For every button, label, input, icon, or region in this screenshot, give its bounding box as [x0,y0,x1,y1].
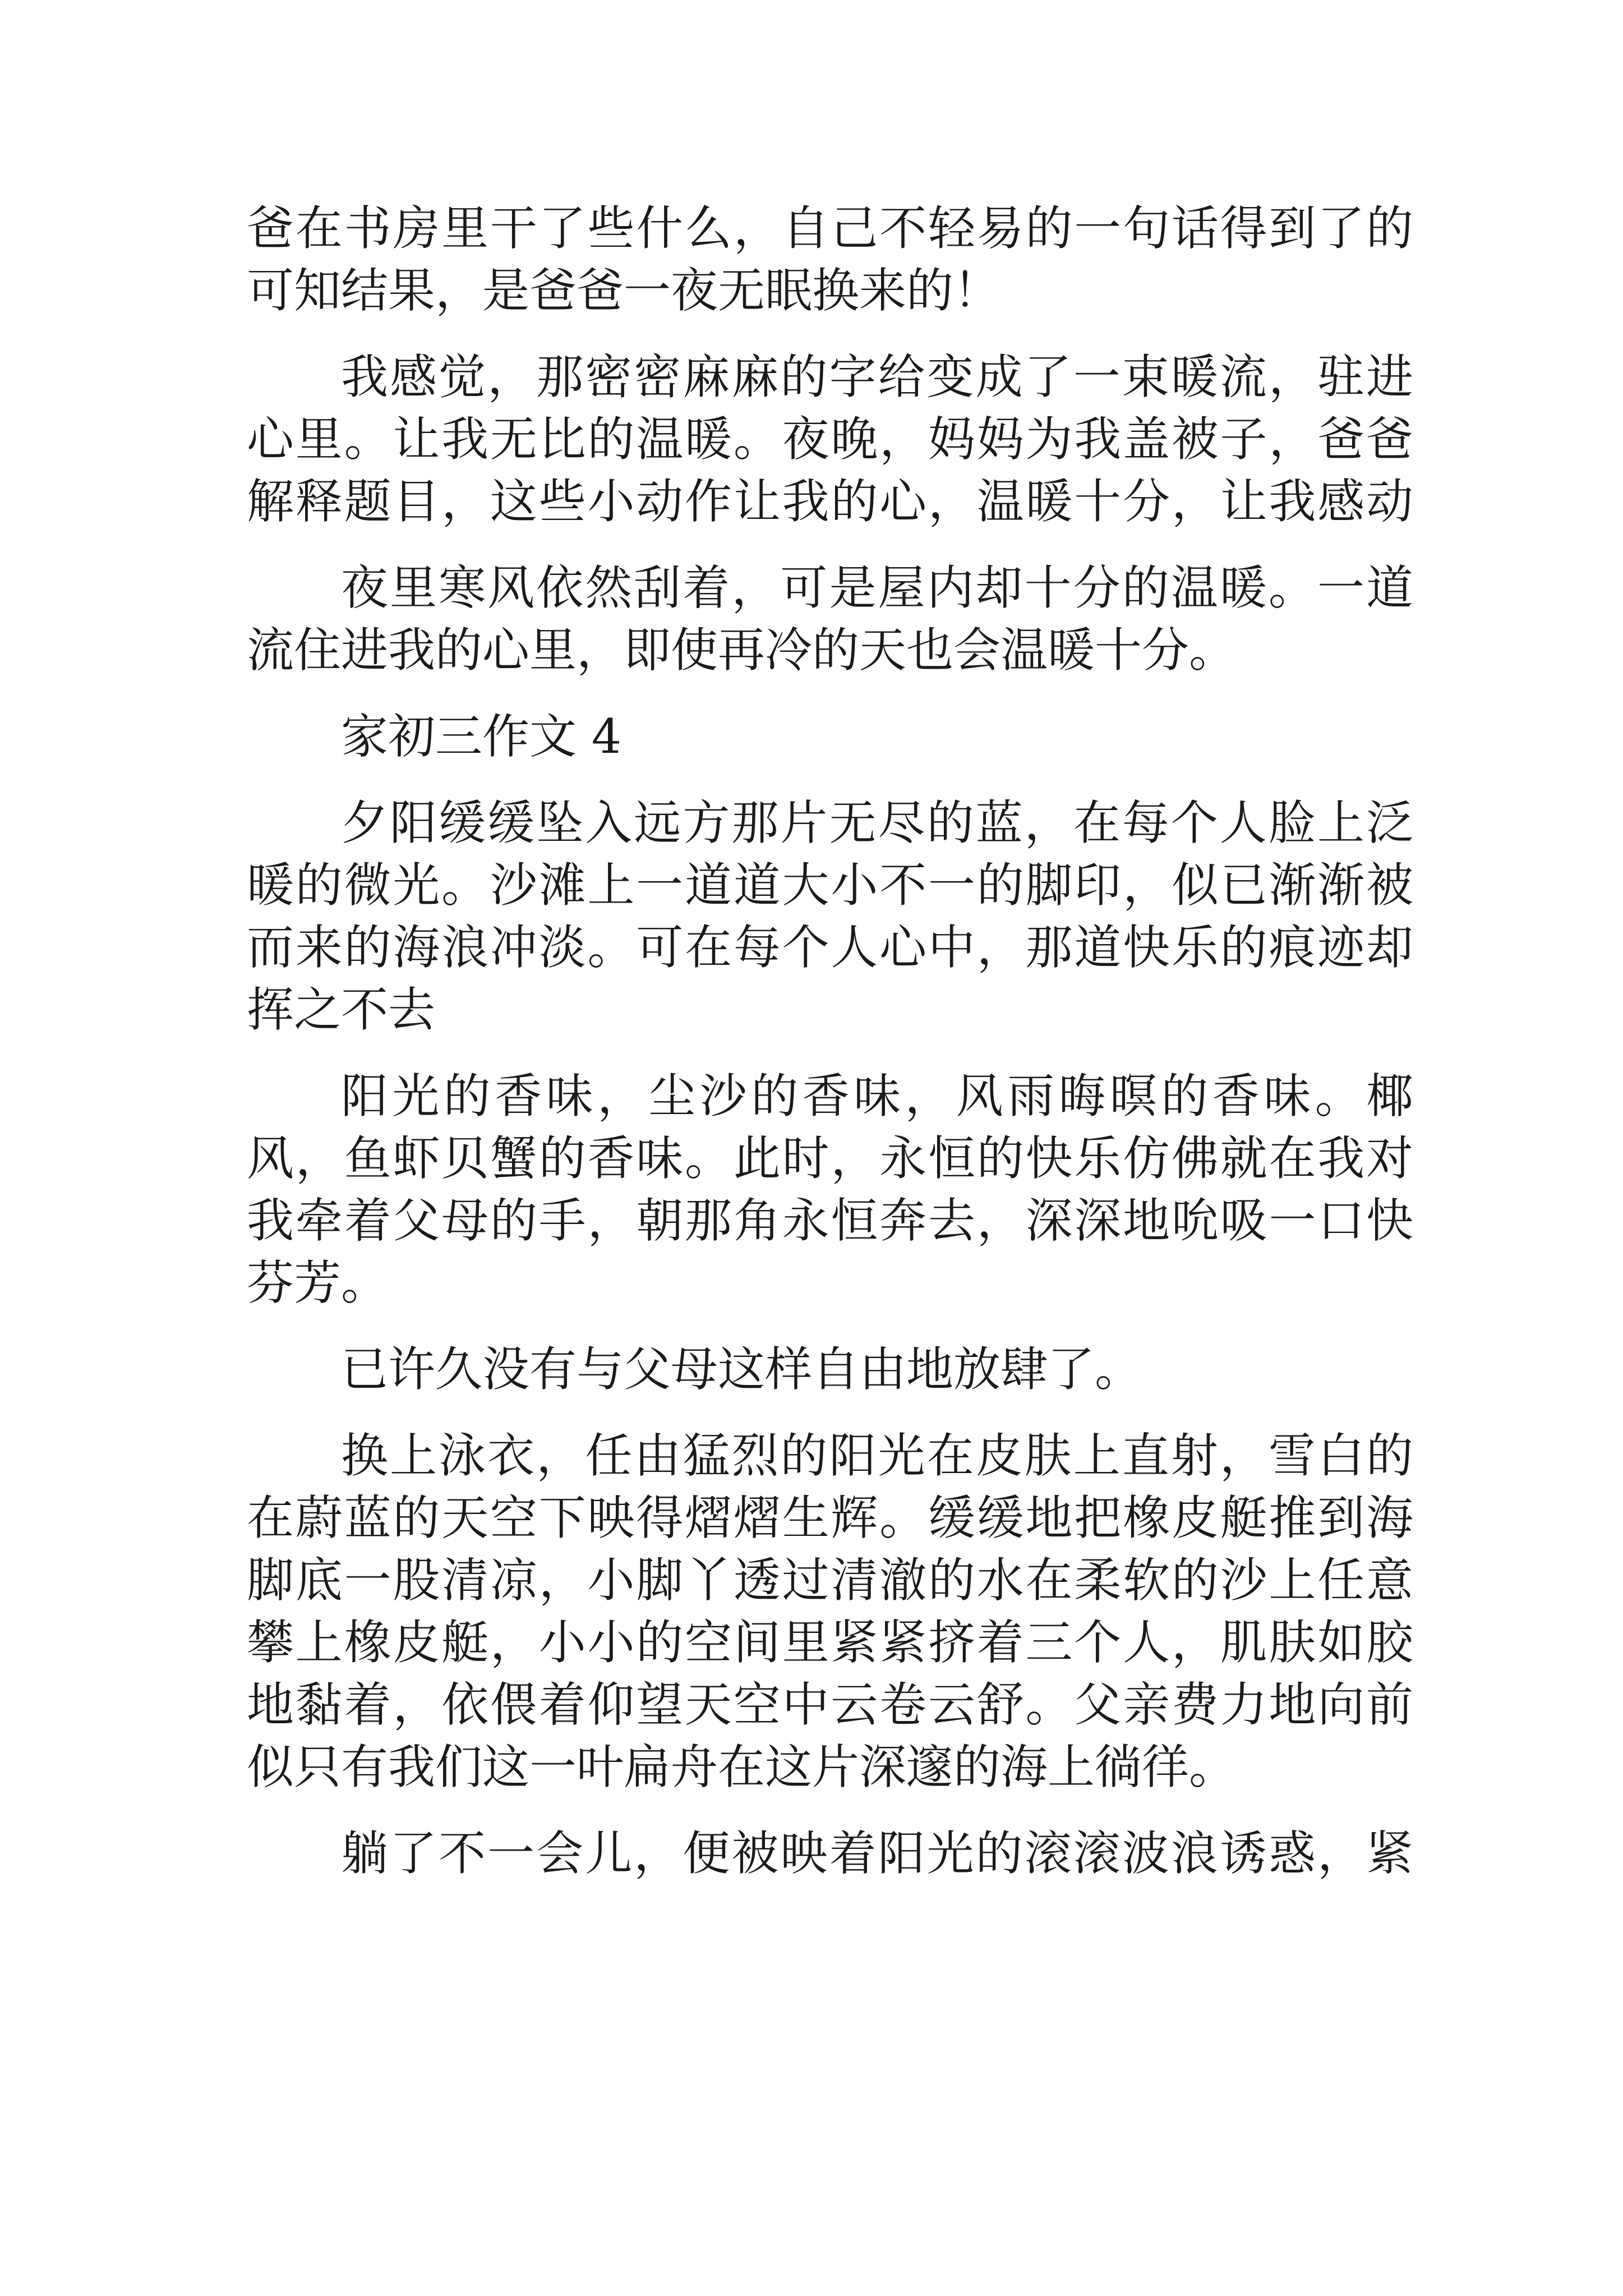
text-line: 风，鱼虾贝蟹的香味。此时，永恒的快乐仿佛就在我对 [247,1131,1413,1186]
text-line: 脚底一股清凉，小脚丫透过清澈的水在柔软的沙上任意 [247,1553,1413,1608]
text-line: 暖的微光。沙滩上一道道大小不一的脚印，似已渐渐被 [247,858,1413,913]
paragraph-first-line: 夕阳缓缓坠入远方那片无尽的蓝，在每个人脸上泛 [341,795,1413,850]
text-line: 心里。让我无比的温暖。夜晚，妈妈为我盖被子，爸爸 [247,412,1413,467]
paragraph-first-line: 躺了不一会儿，便被映着阳光的滚滚波浪诱惑，紧 [341,1826,1413,1881]
paragraph-first-line: 已许久没有与父母这样自由地放肆了。 [341,1342,1142,1397]
text-line: 而来的海浪冲淡。可在每个人心中，那道快乐的痕迹却 [247,920,1413,975]
text-line: 我牵着父母的手，朝那角永恒奔去，深深地吮吸一口快 [247,1193,1413,1248]
text-line: 似只有我们这一叶扁舟在这片深邃的海上徜徉。 [247,1740,1237,1795]
section-heading: 家初三作文 4 [341,709,622,764]
paragraph-first-line: 我感觉，那密密麻麻的字给变成了一束暖流，驻进 [341,349,1413,404]
essay-body [247,199,1413,1887]
paragraph-first-line: 夜里寒风依然刮着，可是屋内却十分的温暖。一道 [341,560,1413,615]
text-line: 在蔚蓝的天空下映得熠熠生辉。缓缓地把橡皮艇推到海 [247,1490,1413,1545]
paragraph-first-line: 阳光的香味，尘沙的香味，风雨晦暝的香味。椰 [341,1069,1413,1124]
text-line: 爸在书房里干了些什么，自己不轻易的一句话得到了的 [247,201,1413,256]
text-line: 攀上橡皮艇，小小的空间里紧紧挤着三个人，肌肤如胶 [247,1615,1413,1670]
text-line: 挥之不去 [247,982,436,1037]
text-line: 地黏着，依偎着仰望天空中云卷云舒。父亲费力地向前 [247,1677,1413,1732]
text-line: 芬芳。 [247,1255,389,1310]
text-line: 解释题目，这些小动作让我的心，温暖十分，让我感动 [247,474,1413,529]
text-line: 流住进我的心里，即使再冷的天也会温暖十分。 [247,623,1237,678]
paragraph-first-line: 换上泳衣，任由猛烈的阳光在皮肤上直射，雪白的 [341,1428,1413,1483]
text-line: 可知结果，是爸爸一夜无眠换来的！ [247,263,1001,318]
